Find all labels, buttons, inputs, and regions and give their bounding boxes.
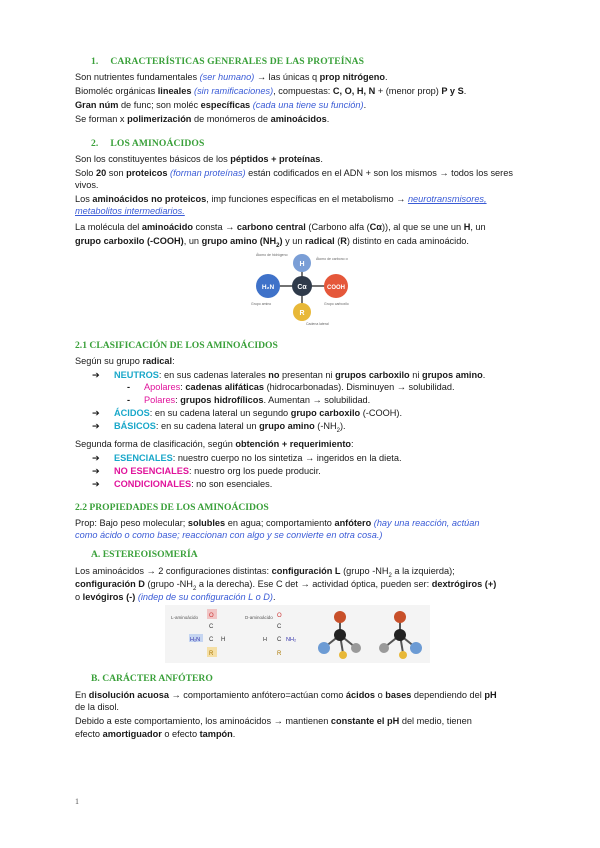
amino-label: H₂N xyxy=(261,284,275,291)
paragraph-line: Los aminoácidos no proteicos, imp funciones específicas en el metabolismo → neurotransmisores, xyxy=(75,194,487,204)
heading-section-2-2: 2.2 PROPIEDADES DE LOS AMINOÁCIDOS xyxy=(75,502,269,513)
label-amino-group: Grupo amino xyxy=(251,302,272,306)
stereoisomers-diagram xyxy=(165,605,430,663)
paragraph-line: Prop: Bajo peso molecular; solubles en agua; comportamiento anfótero (hay una reacción, actúan xyxy=(75,518,480,528)
paragraph-line: Solo 20 son proteicos (forman proteínas) están codificados en el ADN + son los mismos → todos los seres xyxy=(75,168,513,178)
l-carbon-label: C xyxy=(209,624,214,630)
d-hydrogen-label: H xyxy=(263,637,267,643)
l-carboxyl-label: O xyxy=(209,613,214,619)
d-radical-label: R xyxy=(277,651,282,657)
paragraph-line: configuración D (grupo $-NH_2$ a la derecha). Ese C det → actividad óptica, pueden ser: dextrógiros (+) xyxy=(75,579,497,592)
list-item-condicionales: ➔ CONDICIONALES: no son esenciales. xyxy=(92,479,273,489)
paragraph-line: de la disol. xyxy=(75,702,119,712)
paragraph-line: Debido a este comportamiento, los aminoácidos → mantienen constante el pH del medio, tienen xyxy=(75,716,472,726)
label-carboxyl-group: Grupo carboxilo xyxy=(324,302,349,306)
list-item-esenciales: ➔ ESENCIALES: nuestro cuerpo no los sintetiza → ingeridos en la dieta. xyxy=(92,453,402,463)
carboxyl-label: COOH xyxy=(327,285,345,291)
l-alpha-carbon-label: C xyxy=(209,637,214,643)
heading-section-b: B. CARÁCTER ANFÓTERO xyxy=(91,673,213,684)
paragraph-line: La molécula del aminoácido consta → carbono central (Carbono alfa (Cα)), al que se une un H, un xyxy=(75,222,486,232)
l-radical-label: R xyxy=(209,651,214,657)
label-hydrogen-atom: Átomo de hidrógeno xyxy=(256,253,288,257)
list-item-apolares: - Apolares: cadenas alifáticas (hidrocarbonadas). Disminuyen → solubilidad. xyxy=(127,382,455,392)
l-aminoacid-label: L-aminoácido xyxy=(171,615,199,620)
l-hydrogen-label: H xyxy=(221,637,226,643)
radical-label: R xyxy=(299,310,305,317)
paragraph-line: Son los constituyentes básicos de los péptidos + proteínas. xyxy=(75,154,323,164)
d-amino-label: NH₂ xyxy=(286,637,297,643)
paragraph-line: En disolución acuosa → comportamiento anfótero=actúan como ácidos o bases dependiendo del pH xyxy=(75,690,497,700)
list-item-basicos: ➔ BÁSICOS: en su cadena lateral un grupo amino $(-NH_2)$. xyxy=(92,421,346,434)
hydrogen-label: H xyxy=(299,261,305,268)
heading-section-a: A. ESTEREOISOMERÍA xyxy=(91,549,198,560)
paragraph-line: o levógiros (-) (indep de su configuración L o D). xyxy=(75,592,276,602)
paragraph-line: Son nutrientes fundamentales (ser humano) → las únicas q prop nitrógeno. xyxy=(75,72,388,82)
paragraph-line: Según su grupo radical: xyxy=(75,356,175,366)
list-item-polares: - Polares: grupos hidrofílicos. Aumentan → solubilidad. xyxy=(127,395,371,405)
list-item-neutros: ➔ NEUTROS: en sus cadenas laterales no presentan ni grupos carboxilo ni grupos amino. xyxy=(92,370,486,380)
alpha-carbon-label: Cα xyxy=(297,284,307,291)
list-item-no-esenciales: ➔ NO ESENCIALES: nuestro org los puede producir. xyxy=(92,466,321,476)
paragraph-line: como ácido o como base; reaccionan con algo y se convierte en otra cosa.) xyxy=(75,530,383,540)
paragraph-line: Gran núm de func; son moléc específicas (cada una tiene su función). xyxy=(75,100,367,110)
heading-section-2-1: 2.1 CLASIFICACIÓN DE LOS AMINOÁCIDOS xyxy=(75,340,278,351)
paragraph-line: Segunda forma de clasificación, según obtención + requerimiento: xyxy=(75,439,354,449)
amino-acid-structure-diagram xyxy=(246,250,362,328)
heading-section-1: 1. CARACTERÍSTICAS GENERALES DE LAS PROTEÍNAS xyxy=(91,56,365,67)
l-amino-label: H₂N xyxy=(190,637,201,643)
heading-section-2: 2. LOS AMINOÁCIDOS xyxy=(91,138,205,149)
d-carboxyl-label: O xyxy=(277,613,282,619)
paragraph-line: Los aminoácidos → 2 configuraciones distintas: configuración L (grupo $-NH_2$ a la izquierda); xyxy=(75,566,455,579)
paragraph-line: efecto amortiguador o efecto tampón. xyxy=(75,729,236,739)
page-number: 1 xyxy=(75,797,79,806)
label-side-chain: Cadena lateral xyxy=(306,322,329,326)
paragraph-line: vivos. xyxy=(75,180,99,190)
d-aminoacid-label: D-aminoácido xyxy=(245,615,273,620)
paragraph-line: Biomoléc orgánicas lineales (sin ramificaciones), compuestas: C, O, H, N + (menor prop) P y S. xyxy=(75,86,467,96)
paragraph-line: Se forman x polimerización de monómeros de aminoácidos. xyxy=(75,114,330,124)
d-carbon-label: C xyxy=(277,624,282,630)
paragraph-line: grupo carboxilo (-COOH), un grupo amino $(NH_2)$ y un radical (R) distinto en cada aminoácido. xyxy=(75,236,469,249)
paragraph-line: metabolitos intermediarios. xyxy=(75,206,185,216)
d-alpha-carbon-label: C xyxy=(277,637,282,643)
list-item-acidos: ➔ ÁCIDOS: en su cadena lateral un segundo grupo carboxilo (-COOH). xyxy=(92,408,403,418)
label-alpha-carbon: Átomo de carbono α xyxy=(316,257,348,261)
